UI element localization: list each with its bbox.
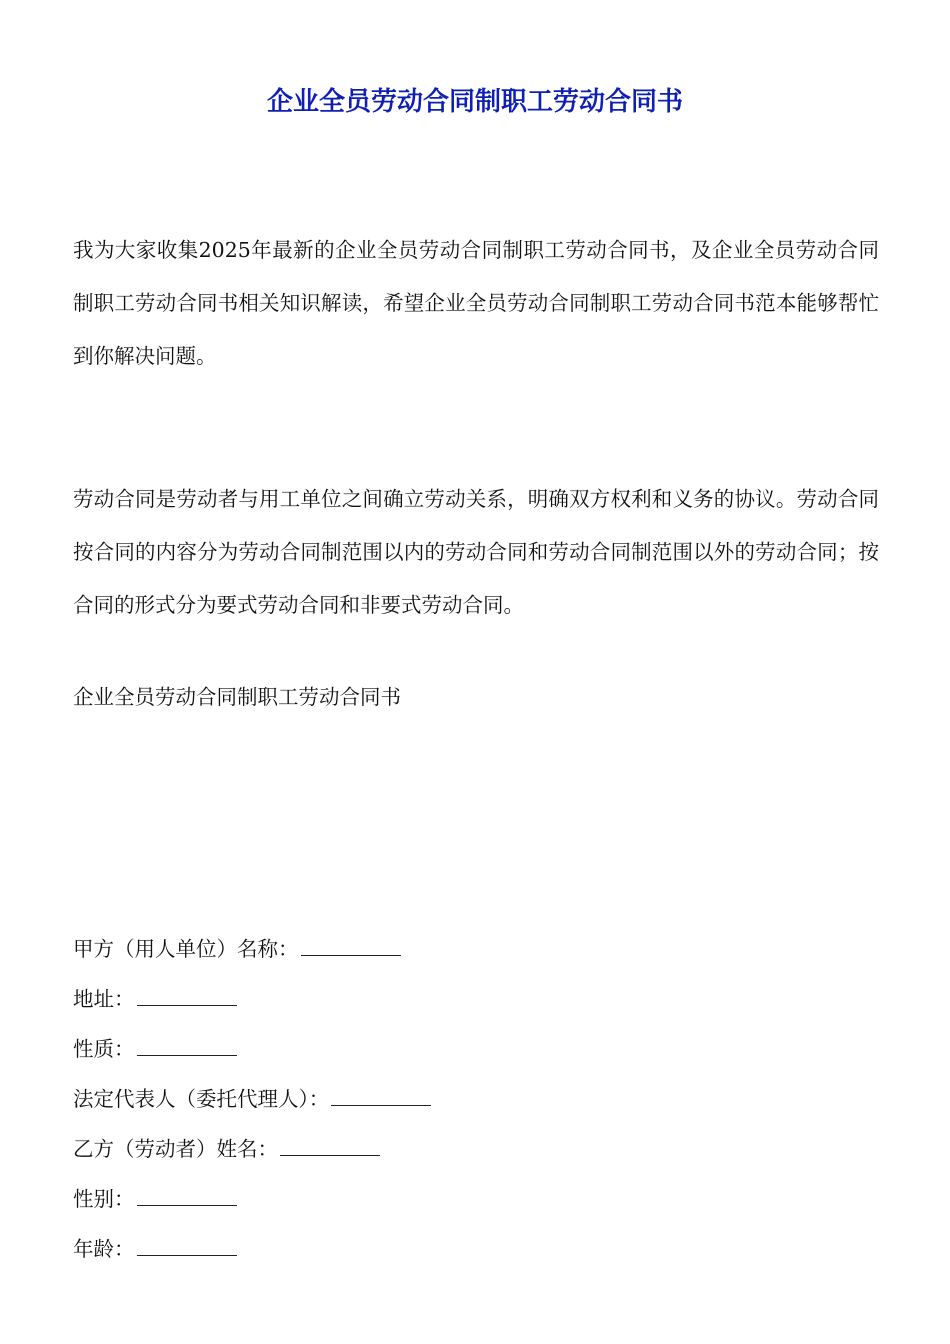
address-label: 地址： xyxy=(73,987,135,1011)
definition-paragraph: 劳动合同是劳动者与用工单位之间确立劳动关系，明确双方权利和义务的协议。劳动合同按合同的内容分为劳动合同制范围以内的劳动合同和劳动合同制范围以外的劳动合同；按合同的形式分为要式劳动合同和非要式劳动合同。 xyxy=(73,487,879,617)
employer-name-label: 甲方（用人单位）名称： xyxy=(73,937,299,961)
document-title: 企业全员劳动合同制职工劳动合同书 xyxy=(266,87,683,117)
section-heading: 企业全员劳动合同制职工劳动合同书 xyxy=(73,685,401,709)
gender-blank xyxy=(137,1183,237,1206)
age-label: 年龄： xyxy=(73,1237,135,1261)
nature-field xyxy=(73,1033,237,1064)
age-blank xyxy=(137,1233,237,1256)
employee-name-blank xyxy=(280,1133,380,1156)
employer-name-field xyxy=(73,933,401,964)
employee-name-label: 乙方（劳动者）姓名： xyxy=(73,1137,278,1161)
nature-blank xyxy=(137,1033,237,1056)
gender-field xyxy=(73,1183,237,1214)
address-blank xyxy=(137,983,237,1006)
legal-representative-label: 法定代表人（委托代理人）： xyxy=(73,1087,330,1111)
address-field xyxy=(73,983,237,1014)
legal-representative-field xyxy=(73,1083,431,1114)
gender-label: 性别： xyxy=(73,1187,135,1211)
employee-name-field xyxy=(73,1133,380,1164)
employer-name-blank xyxy=(301,933,401,956)
intro-paragraph: 我为大家收集2025年最新的企业全员劳动合同制职工劳动合同书，及企业全员劳动合同制职工劳动合同书相关知识解读，希望企业全员劳动合同制职工劳动合同书范本能够帮忙到你解决问题。 xyxy=(73,238,879,368)
legal-representative-blank xyxy=(331,1083,431,1106)
nature-label: 性质： xyxy=(73,1037,135,1061)
age-field xyxy=(73,1233,237,1264)
